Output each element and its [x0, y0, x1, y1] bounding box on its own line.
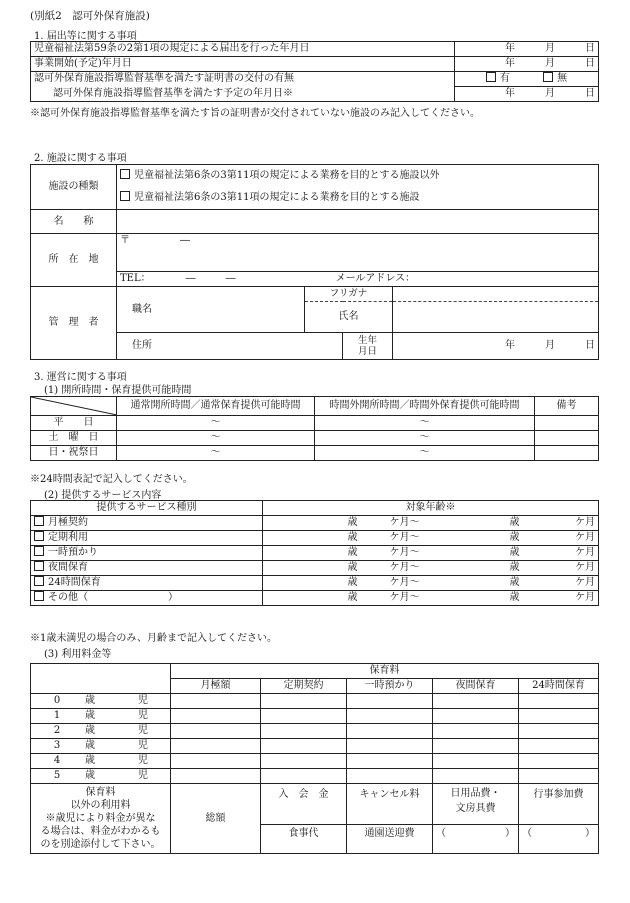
fee-amount-field[interactable]	[347, 769, 433, 784]
facility-name-label: 名 称	[31, 210, 117, 234]
age-from-years[interactable]: 歳	[263, 546, 361, 561]
checkbox-service[interactable]	[34, 576, 44, 586]
hours-header-regular: 通常開所時間／通常保育提供可能時間	[117, 397, 315, 416]
total-label: 総額	[171, 784, 261, 854]
age-to-months[interactable]: ケ月	[523, 516, 599, 531]
table-row	[31, 754, 599, 769]
table-row	[31, 709, 599, 724]
age-from-months[interactable]: ケ月～	[361, 546, 423, 561]
birthdate-field[interactable]: 年 月 日	[393, 333, 599, 360]
hours-field[interactable]: ～	[315, 431, 535, 446]
remarks-field[interactable]	[535, 431, 599, 446]
table-row	[31, 271, 599, 286]
manager-label: 管 理 者	[31, 287, 117, 360]
fee-age-label: 2 歳 児	[31, 724, 171, 739]
age-from-years[interactable]: 歳	[263, 516, 361, 531]
fee-amount-field[interactable]	[171, 724, 261, 739]
birthdate-label: 生年 月日	[343, 333, 393, 360]
service-subheading: (2) 提供するサービス内容	[44, 490, 162, 501]
section1-note: ※認可外保育施設指導監督基準を満たす旨の証明書が交付されていない施設のみ記入してください。	[30, 108, 480, 119]
service-item[interactable]: 一時預かり	[31, 546, 263, 561]
age-from-months[interactable]: ケ月～	[361, 561, 423, 576]
day-weekday: 平 日	[31, 416, 117, 431]
fee-amount-field[interactable]	[171, 754, 261, 769]
notification-table	[30, 41, 599, 102]
date-field[interactable]: 年 月 日	[455, 57, 599, 72]
daily-goods-label: 日用品費・ 文房具費	[433, 784, 519, 825]
fee-amount-field[interactable]	[347, 694, 433, 709]
table-row	[31, 210, 599, 234]
person-name-field[interactable]	[393, 302, 599, 333]
date-field[interactable]: 年 月 日	[455, 87, 599, 102]
fee-age-label: 0 歳 児	[31, 694, 171, 709]
table-row	[31, 784, 599, 825]
fee-amount-field[interactable]	[433, 724, 519, 739]
custom-fee-field[interactable]: （ ）	[519, 825, 599, 854]
hours-field[interactable]: ～	[315, 416, 535, 431]
section3-heading: 3. 運営に関する事項	[34, 372, 127, 383]
fee-amount-field[interactable]	[519, 694, 599, 709]
table-row	[31, 72, 599, 87]
table-row	[31, 501, 599, 516]
facility-name-field[interactable]	[117, 210, 599, 234]
checkbox-service[interactable]	[34, 561, 44, 571]
address-field[interactable]: 〒 ―	[117, 234, 599, 272]
cancel-fee-label: キャンセル料	[347, 784, 433, 825]
transport-fee-label: 通園送迎費	[347, 825, 433, 854]
job-title-field[interactable]: 職名	[117, 287, 305, 333]
service-item[interactable]: 月極契約	[31, 516, 263, 531]
facility-table	[30, 164, 599, 360]
table-row	[31, 516, 599, 531]
fee-amount-field[interactable]	[171, 769, 261, 784]
remarks-field[interactable]	[535, 416, 599, 431]
address-label: 所 在 地	[31, 234, 117, 287]
age-from-months[interactable]: ケ月～	[361, 516, 423, 531]
age-from-years[interactable]: 歳	[263, 561, 361, 576]
table-row	[31, 187, 599, 210]
fee-amount-field[interactable]	[171, 739, 261, 754]
age-from-months[interactable]: ケ月～	[361, 531, 423, 546]
contact-row[interactable]: TEL： ― ― メールアドレス：	[117, 271, 599, 286]
entry-fee-label: 入 会 金	[261, 784, 347, 825]
table-row	[31, 694, 599, 709]
fee-amount-field[interactable]	[433, 694, 519, 709]
age-to-months[interactable]: ケ月	[523, 546, 599, 561]
fee-amount-field[interactable]	[433, 709, 519, 724]
kind-option-2[interactable]: 児童福祉法第6条の3第11項の規定による業務を目的とする施設	[117, 187, 599, 210]
checkbox-service[interactable]	[34, 546, 44, 556]
age-to-months[interactable]: ケ月	[523, 591, 599, 606]
table-row	[31, 561, 599, 576]
date-field[interactable]: 年 月 日	[455, 42, 599, 57]
table-row	[31, 724, 599, 739]
fee-amount-field[interactable]	[261, 709, 347, 724]
fee-amount-field[interactable]	[347, 709, 433, 724]
age-from-years[interactable]: 歳	[263, 531, 361, 546]
event-fee-label: 行事参加費	[519, 784, 599, 825]
section1-heading: 1. 届出等に関する事項	[34, 31, 137, 42]
service-header-type: 提供するサービス種別	[31, 501, 263, 516]
hours-field[interactable]: ～	[315, 446, 535, 461]
fee-amount-field[interactable]	[519, 739, 599, 754]
fee-amount-field[interactable]	[261, 724, 347, 739]
fee-amount-field[interactable]	[519, 709, 599, 724]
fee-amount-field[interactable]	[347, 739, 433, 754]
age-to-years[interactable]: 歳	[423, 576, 523, 591]
fee-age-label: 5 歳 児	[31, 769, 171, 784]
hours-header-remarks: 備考	[535, 397, 599, 416]
fee-age-label: 3 歳 児	[31, 739, 171, 754]
table-row	[31, 446, 599, 461]
age-from-years[interactable]: 歳	[263, 576, 361, 591]
service-item[interactable]: その他（ ）	[31, 591, 263, 606]
table-row	[31, 333, 599, 360]
fee-age-label: 1 歳 児	[31, 709, 171, 724]
fee-amount-field[interactable]	[171, 694, 261, 709]
fee-amount-field[interactable]	[171, 709, 261, 724]
hours-subheading: (1) 開所時間・保育提供可能時間	[44, 385, 192, 396]
fee-amount-field[interactable]	[261, 769, 347, 784]
fee-table	[30, 663, 599, 854]
facility-kind-label: 施設の種類	[31, 165, 117, 210]
service-table	[30, 500, 599, 606]
planned-date-label: 認可外保育施設指導監督基準を満たす予定の年月日※	[31, 87, 455, 102]
diagonal-cell	[31, 397, 117, 416]
table-row	[31, 287, 599, 302]
day-holiday: 日・祝祭日	[31, 446, 117, 461]
fee-amount-field[interactable]	[519, 724, 599, 739]
table-row	[31, 234, 599, 272]
checkbox-kind-1[interactable]	[120, 169, 130, 179]
age-to-months[interactable]: ケ月	[523, 576, 599, 591]
fee-amount-field[interactable]	[433, 754, 519, 769]
age-to-months[interactable]: ケ月	[523, 561, 599, 576]
checkbox-no[interactable]	[543, 72, 553, 82]
fee-amount-field[interactable]	[261, 754, 347, 769]
age-to-years[interactable]: 歳	[423, 516, 523, 531]
day-saturday: 土 曜 日	[31, 431, 117, 446]
table-row	[31, 576, 599, 591]
service-header-age: 対象年齢※	[263, 501, 599, 516]
section2-heading: 2. 施設に関する事項	[34, 153, 127, 164]
fee-col-header: 夜間保育	[433, 679, 519, 694]
fee-amount-field[interactable]	[261, 694, 347, 709]
fee-amount-field[interactable]	[347, 754, 433, 769]
meal-fee-label: 食事代	[261, 825, 347, 854]
hours-note: ※24時間表記で記入してください。	[30, 474, 193, 485]
furigana-label: フリガナ	[305, 287, 393, 302]
table-row	[31, 431, 599, 446]
fee-amount-field[interactable]	[433, 769, 519, 784]
table-row	[31, 165, 599, 188]
checkbox-yes[interactable]	[486, 72, 496, 82]
service-item[interactable]: 定期利用	[31, 531, 263, 546]
checkbox-kind-2[interactable]	[120, 191, 130, 201]
form-title: (別紙2 認可外保育施設)	[30, 10, 150, 22]
table-row	[31, 57, 599, 72]
certificate-label: 認可外保育施設指導監督基準を満たす証明書の交付の有無	[31, 72, 455, 87]
fee-amount-field[interactable]	[433, 739, 519, 754]
table-row	[31, 664, 599, 679]
hours-field[interactable]: ～	[117, 431, 315, 446]
age-note: ※1歳未満児の場合のみ、月齢まで記入してください。	[30, 633, 277, 644]
fee-amount-field[interactable]	[347, 724, 433, 739]
hours-field[interactable]: ～	[117, 416, 315, 431]
kind-option-1[interactable]: 児童福祉法第6条の3第11項の規定による業務を目的とする施設以外	[117, 165, 599, 188]
fee-col-header: 24時間保育	[519, 679, 599, 694]
table-row	[31, 546, 599, 561]
custom-fee-field[interactable]: （ ）	[433, 825, 519, 854]
table-row	[31, 591, 599, 606]
fee-header: 保育料	[171, 664, 599, 679]
age-to-years[interactable]: 歳	[423, 531, 523, 546]
age-from-years[interactable]: 歳	[263, 591, 361, 606]
fee-col-header: 定期契約	[261, 679, 347, 694]
age-from-months[interactable]: ケ月～	[361, 576, 423, 591]
table-row	[31, 769, 599, 784]
table-row	[31, 87, 599, 102]
hours-header-overtime: 時間外開所時間／時間外保育提供可能時間	[315, 397, 535, 416]
other-fee-label: 保育料 以外の利用料 ※歳児により料金が異な る場合は、料金がわかるも のを別途添付して下さい。	[31, 784, 171, 854]
hours-table	[30, 396, 599, 461]
checkbox-service[interactable]	[34, 531, 44, 541]
residence-field[interactable]: 住所	[117, 333, 343, 360]
table-row	[31, 397, 599, 416]
service-item[interactable]: 24時間保育	[31, 576, 263, 591]
remarks-field[interactable]	[535, 446, 599, 461]
table-row	[31, 416, 599, 431]
furigana-field[interactable]	[393, 287, 599, 302]
fee-col-header: 一時預かり	[347, 679, 433, 694]
fee-amount-field[interactable]	[519, 769, 599, 784]
checkbox-service[interactable]	[34, 516, 44, 526]
person-name-label: 氏名	[305, 302, 393, 333]
service-item[interactable]: 夜間保育	[31, 561, 263, 576]
table-row	[31, 739, 599, 754]
fee-amount-field[interactable]	[519, 754, 599, 769]
age-from-months[interactable]: ケ月～	[361, 591, 423, 606]
table-row	[31, 42, 599, 57]
age-to-years[interactable]: 歳	[423, 591, 523, 606]
checkbox-service[interactable]	[34, 591, 44, 601]
fee-amount-field[interactable]	[261, 739, 347, 754]
age-to-years[interactable]: 歳	[423, 546, 523, 561]
fee-col-header: 月極額	[171, 679, 261, 694]
hours-field[interactable]: ～	[117, 446, 315, 461]
age-to-years[interactable]: 歳	[423, 561, 523, 576]
certificate-options: 有 無	[455, 72, 599, 87]
fee-age-label: 4 歳 児	[31, 754, 171, 769]
table-row	[31, 531, 599, 546]
notification-date-label: 児童福祉法第59条の2第1項の規定による届出を行った年月日	[31, 42, 455, 57]
fee-subheading: (3) 利用料金等	[44, 649, 112, 660]
fee-corner	[31, 664, 171, 694]
age-to-months[interactable]: ケ月	[523, 531, 599, 546]
start-date-label: 事業開始(予定)年月日	[31, 57, 455, 72]
